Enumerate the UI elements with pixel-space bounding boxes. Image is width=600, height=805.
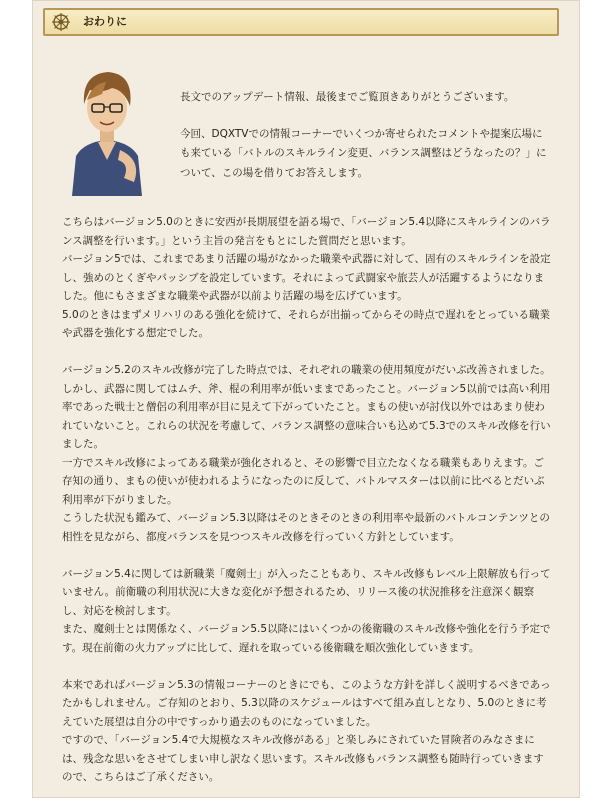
intro-paragraph: 長文でのアップデート情報、最後までご覧頂きありがとうございます。: [180, 91, 515, 103]
article-body: [62, 213, 554, 805]
developer-portrait: [62, 64, 152, 196]
section-header: [43, 8, 559, 36]
intro-text: [180, 88, 552, 200]
body-paragraph: 本来であればバージョン5.3の情報コーナーのときにでも、このような方針を詳しく説明するべきであったかもしれません。ご存知のとおり、5.3以降のスケジュールはすべて組み直しとなり、5.0のときに考えていた展望は自分の中ですっかり過去のものになっていました。 ですので、「バージョン5.4で大規模なスキル改修がある」と楽しみにされていた冒険者のみなさまには、残念な思いをさせてしまい申し訳なく思います。スキル改修もバランス調整も随時行っていきますので、こちらはご了承ください。: [62, 678, 551, 783]
body-paragraph: こちらはバージョン5.0のときに安西が長期展望を語る場で、「バージョン5.4以降にスキルラインのバランス調整を行います。」という主旨の発言をもとにした質問だと思います。 バージョン5では、これまであまり活躍の場がなかった職業や武器に対して、固有のスキルラインを設定し、強めのとくぎやパッシブを設定しています。それによって武闘家や旅芸人が活躍するようになりました。他にもさまざまな職業や武器が以前より活躍の場を広げています。 5.0のときはまずメリハリのある強化を続けて、それらが出揃ってからその時点で遅れをとっている職業や武器を強化する想定でした。: [62, 216, 551, 339]
intro-paragraph: 今回、DQXTVでの情報コーナーでいくつか寄せられたコメントや提案広場にも来ている「バトルのスキルライン変更、バランス調整はどうなったの？」について、この場を借りてお答えします。: [180, 127, 547, 179]
body-paragraph: バージョン5.2のスキル改修が完了した時点では、それぞれの職業の使用頻度がだいぶ改善されました。しかし、武器に関してはムチ、斧、棍の利用率が低いままであったこと。バージョン5以前では高い利用率であった戦士と僧侶の利用率が目に見えて下がっていたこと。まもの使いが討伐以外ではあまり使われていないこと。これらの状況を考慮して、バランス調整の意味合いも込めて5.3でのスキル改修を行いました。 一方でスキル改修によってある職業が強化されると、その影響で目立たなくなる職業もありえます。ご存知の通り、まもの使いが使われるようになったのに反して、バトルマスターは以前に比べるとだいぶ利用率が下がりました。 こうした状況も鑑みて、バージョン5.3以降はそのときそのときの利用率や最新のバトルコンテンツとの相性を見ながら、都度バランスを見つつスキル改修を行っていく方針としています。: [62, 364, 551, 543]
body-paragraph: バージョン5.4に関しては新職業「魔剣士」が入ったこともあり、スキル改修もレベル上限解放も行っていません。前衛職の利用状況に大きな変化が予想されるため、リリース後の状況推移を注意深く観察し、対応を検討します。 また、魔剣士とは関係なく、バージョン5.5以降にはいくつかの後衛職のスキル改修や強化を行う予定です。現在前衛の火力アップに比して、遅れを取っている後衛職を順次強化していきます。: [62, 567, 551, 654]
ornament-icon: [51, 12, 71, 32]
section-title: おわりに: [83, 15, 127, 28]
